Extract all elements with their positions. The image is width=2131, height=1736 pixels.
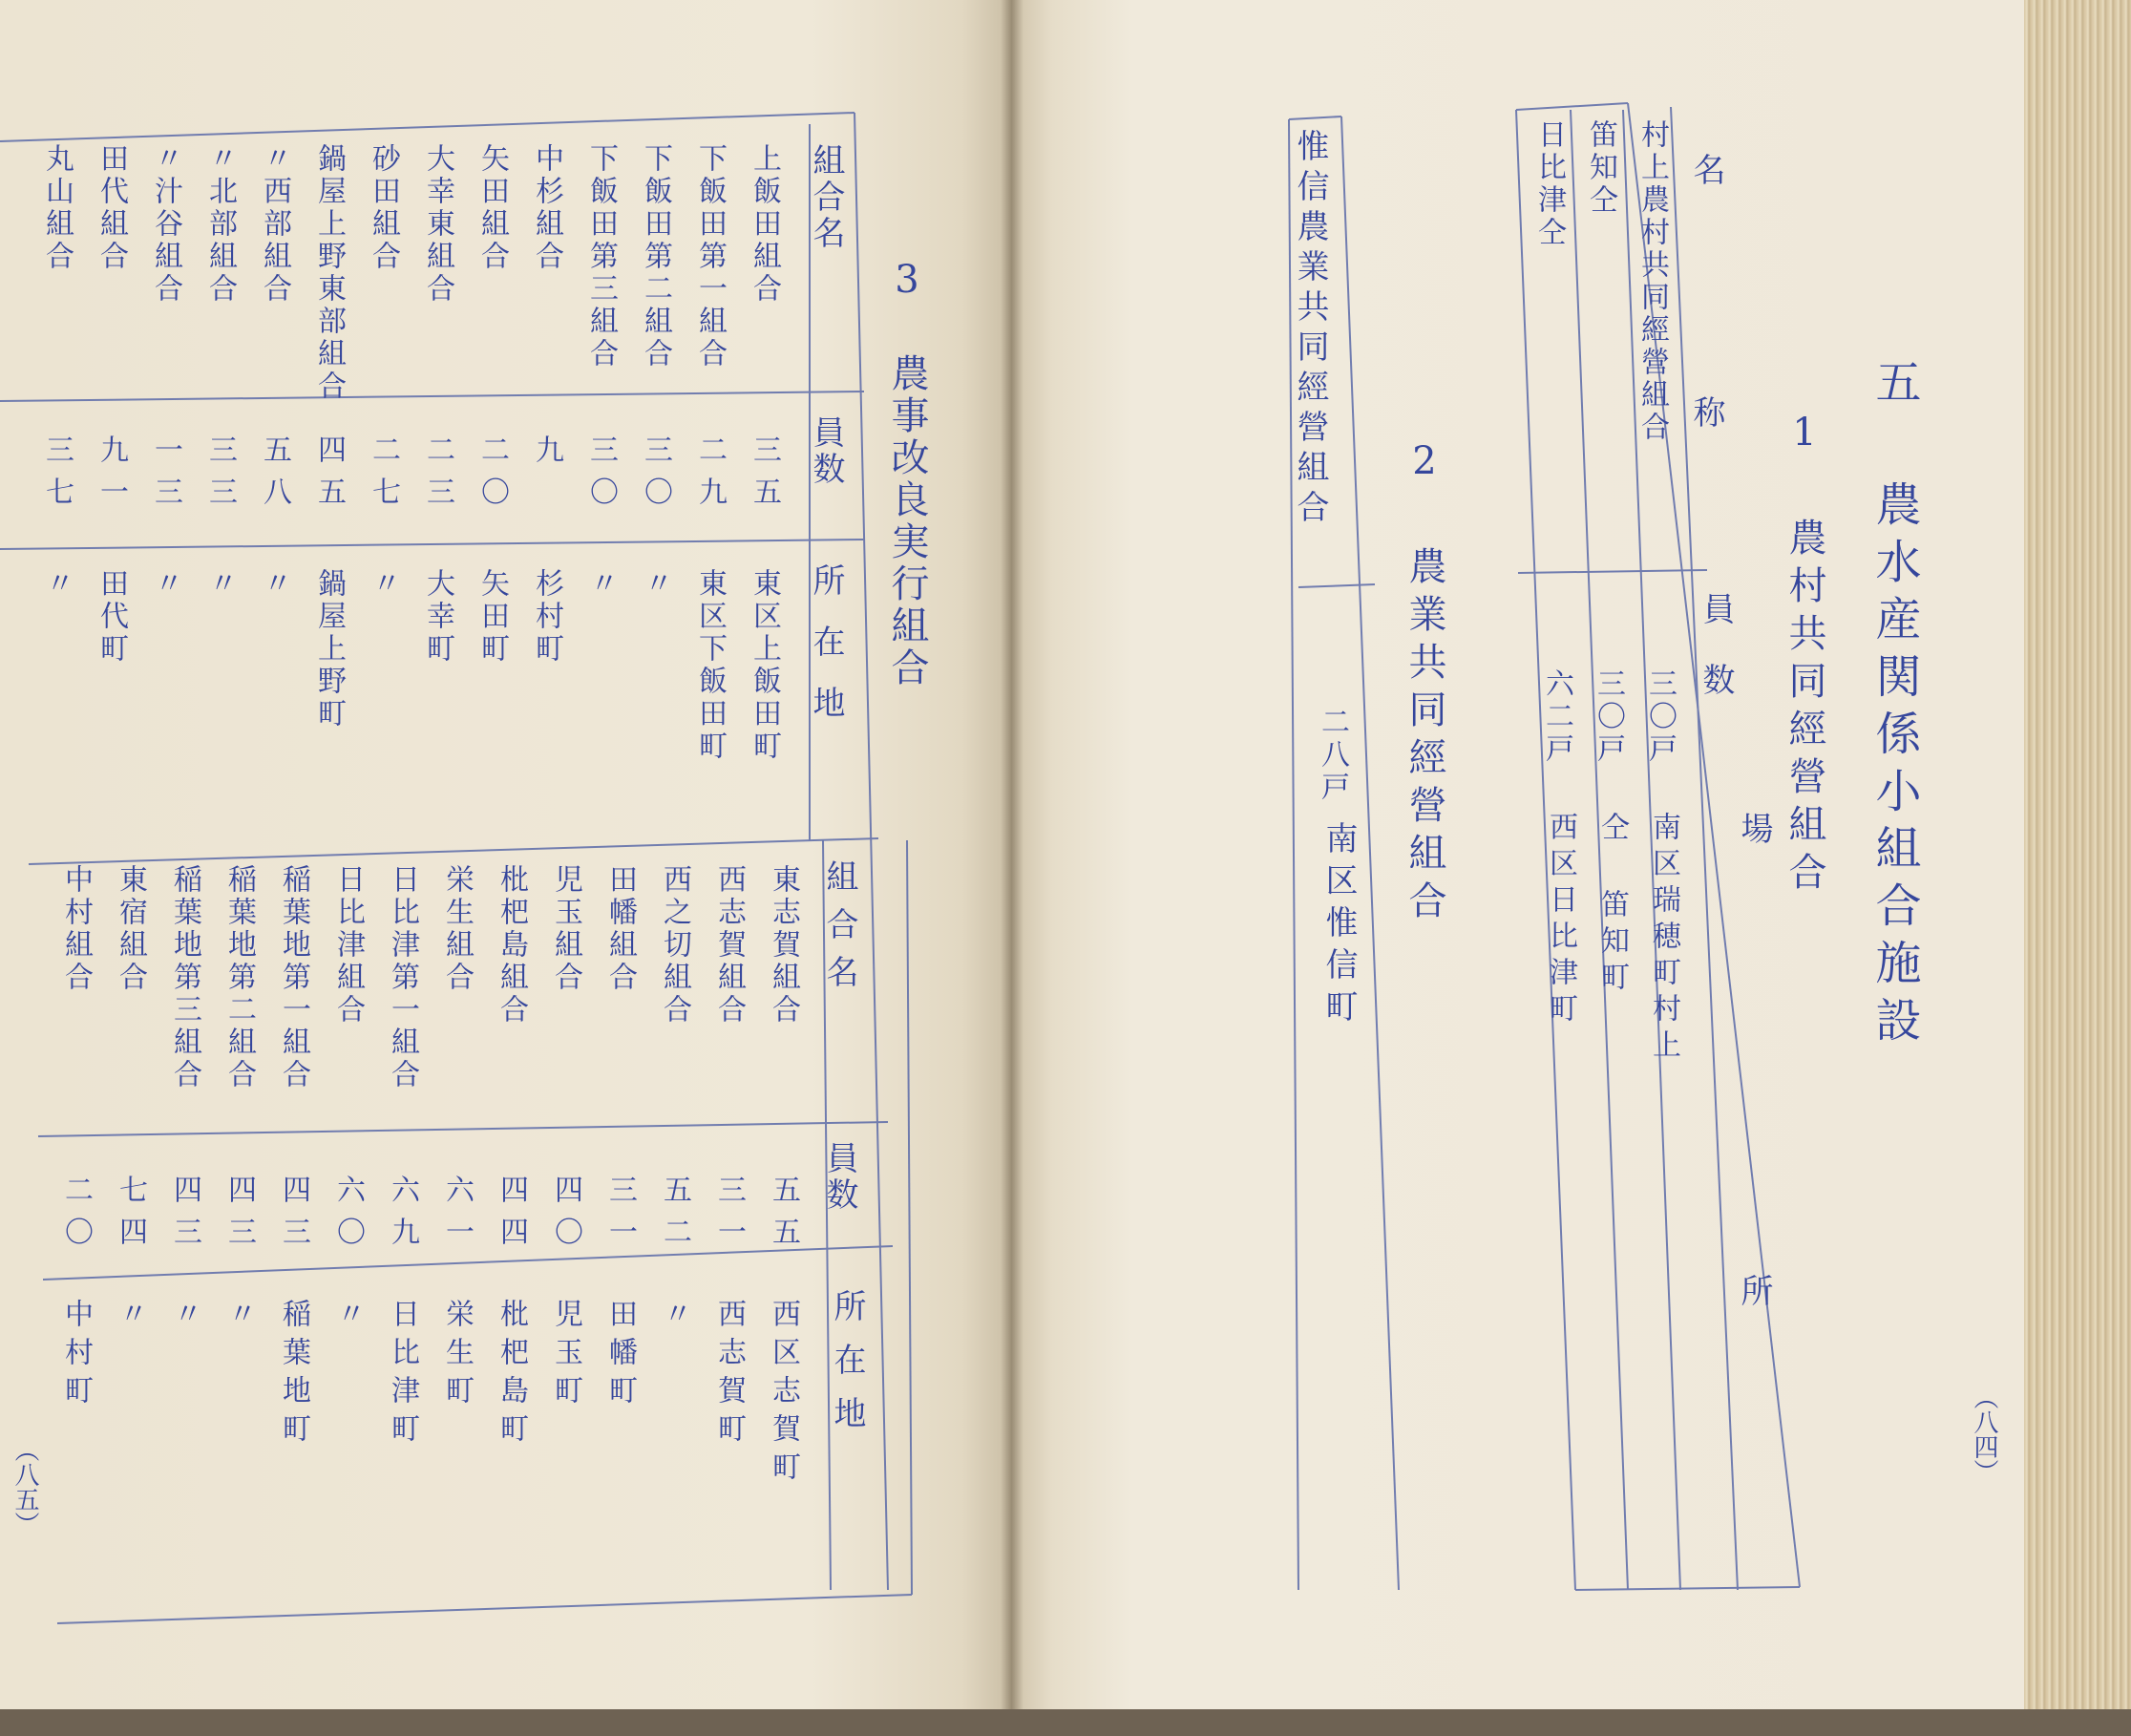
table-cell-place: 中村町 [59, 1299, 93, 1413]
table-cell-name: 砂田組合 [367, 143, 400, 273]
table-cell-count: 三三 [203, 434, 237, 519]
page-number-left: （八五） [11, 1437, 39, 1536]
subsection-2: 2 農業共同經營組合 [1403, 439, 1446, 928]
table-cell-count: 五八 [258, 434, 291, 519]
table-cell-name: 枇杷島組合 [495, 864, 528, 1027]
table-cell-name: 下飯田第三組合 [584, 143, 618, 370]
table-cell-name: 矢田組合 [475, 143, 509, 273]
table-cell-count: 六一 [440, 1175, 474, 1259]
table-cell-name: 丸山組合 [40, 143, 74, 273]
table-cell-name: 下飯田第一組合 [693, 143, 727, 370]
table-cell-place: 〃 [222, 1299, 256, 1337]
page-edges [2024, 0, 2131, 1709]
t1-header-count: 員数 [1697, 592, 1735, 733]
table-cell-name: 田幡組合 [603, 864, 637, 994]
table-cell-count: 三一 [603, 1175, 637, 1259]
table-cell-name: 西之切組合 [658, 864, 691, 1027]
table-cell-count: 二〇 [59, 1175, 93, 1259]
table-cell-place: 〃 [203, 568, 237, 601]
table-cell-place: 矢田町 [475, 568, 509, 666]
table-cell-name: 日比津組合 [331, 864, 365, 1027]
table-cell-name: 稲葉地第三組合 [168, 864, 201, 1091]
table-cell-count: 六九 [386, 1175, 419, 1259]
table-cell-count: 四四 [495, 1175, 528, 1259]
table-cell-place: 南区瑞穂町村上 [1647, 812, 1680, 1066]
table-cell-count: 三七 [40, 434, 74, 519]
table-cell-count: 九 [530, 434, 563, 476]
table-cell-count: 三〇 [584, 434, 618, 519]
right-page [1012, 0, 2024, 1736]
table-cell-place: 〃 [114, 1299, 147, 1337]
table-cell-count: 二七 [367, 434, 400, 519]
table-cell-place: 西志賀町 [712, 1299, 746, 1451]
table-cell-place: 栄生町 [440, 1299, 474, 1413]
table-cell-place: 田代町 [95, 568, 128, 666]
table-cell-name: 稲葉地第二組合 [222, 864, 256, 1091]
table-cell-name: 村上農村共同經營組合 [1635, 119, 1669, 444]
table-cell-name: 下飯田第二組合 [639, 143, 672, 370]
table-cell-name: 惟信農業共同經營組合 [1291, 129, 1329, 530]
table-cell-name: 笛知仝 [1584, 119, 1617, 217]
table-cell-place: 杉村町 [530, 568, 563, 666]
t1-header-place: 場所 [1735, 812, 1773, 1736]
table-cell-count: 四三 [168, 1175, 201, 1259]
table-cell-name: 中村組合 [59, 864, 93, 994]
table-cell-count: 四〇 [549, 1175, 582, 1259]
table-cell-place: 〃 [258, 568, 291, 601]
t1-header-name: 名称 [1687, 153, 1725, 638]
table-cell-name: 中杉組合 [530, 143, 563, 273]
table-cell-count: 二八戸 [1316, 707, 1349, 804]
table-cell-place: 枇杷島町 [495, 1299, 528, 1451]
table-cell-name: 東志賀組合 [767, 864, 800, 1027]
table-cell-name: 〃北部組合 [203, 143, 237, 306]
table-cell-place: 西区日比津町 [1544, 812, 1577, 1029]
upper-header-name: 組合名 [807, 143, 845, 252]
section-title: 3 農事改良実行組合 [885, 258, 929, 689]
table-cell-name: 鍋屋上野東部組合 [312, 143, 346, 403]
left-page [0, 0, 1012, 1709]
table-cell-place: 西区志賀町 [767, 1299, 800, 1490]
table-cell-name: 大幸東組合 [421, 143, 454, 306]
subsection-1: 1 農村共同經營組合 [1783, 411, 1826, 900]
table-cell-count: 六二戸 [1540, 668, 1573, 766]
table-cell-name: 児玉組合 [549, 864, 582, 994]
table-cell-count: 四三 [277, 1175, 310, 1259]
right-section-title: 五 農水産関係小組合施設 [1867, 358, 1921, 1053]
table-cell-count: 九一 [95, 434, 128, 519]
table-cell-count: 五五 [767, 1175, 800, 1259]
table-cell-name: 稲葉地第一組合 [277, 864, 310, 1091]
lower-header-name: 組合名 [820, 859, 858, 1003]
book-gutter [1001, 0, 1023, 1709]
table-cell-name: 〃汁谷組合 [149, 143, 182, 306]
table-cell-count: 六〇 [331, 1175, 365, 1259]
table-cell-count: 五二 [658, 1175, 691, 1259]
table-cell-place: 〃 [168, 1299, 201, 1337]
table-cell-place: 東区上飯田町 [748, 568, 781, 763]
table-cell-name: 日比津仝 [1532, 119, 1566, 249]
table-cell-place: 稲葉地町 [277, 1299, 310, 1451]
table-cell-name: 〃西部組合 [258, 143, 291, 306]
table-cell-count: 二三 [421, 434, 454, 519]
table-cell-place: 東区下飯田町 [693, 568, 727, 763]
table-cell-place: 〃 [149, 568, 182, 601]
table-cell-name: 栄生組合 [440, 864, 474, 994]
table-cell-count: 三〇戸 [1643, 668, 1677, 766]
table-cell-count: 一三 [149, 434, 182, 519]
table-cell-count: 二〇 [475, 434, 509, 519]
table-cell-count: 二九 [693, 434, 727, 519]
table-cell-count: 三〇戸 [1592, 668, 1625, 766]
table-cell-count: 三五 [748, 434, 781, 519]
table-cell-place: 〃 [639, 568, 672, 601]
table-cell-count: 四三 [222, 1175, 256, 1259]
table-cell-place: 〃 [367, 568, 400, 601]
table-cell-count: 四五 [312, 434, 346, 519]
table-cell-name: 上飯田組合 [748, 143, 781, 306]
upper-header-count: 員数 [807, 415, 845, 488]
table-cell-count: 七四 [114, 1175, 147, 1259]
table-cell-place: 児玉町 [549, 1299, 582, 1413]
table-cell-name: 西志賀組合 [712, 864, 746, 1027]
table-cell-place: 〃 [40, 568, 74, 601]
table-cell-name: 日比津第一組合 [386, 864, 419, 1091]
table-cell-count: 三〇 [639, 434, 672, 519]
table-cell-place: 〃 [584, 568, 618, 601]
table-cell-name: 田代組合 [95, 143, 128, 273]
table-cell-count: 三一 [712, 1175, 746, 1259]
page-number-right: （八四） [1970, 1385, 1998, 1484]
lower-header-count: 員数 [820, 1141, 858, 1214]
table-cell-place: 南区惟信町 [1319, 821, 1358, 1031]
table-cell-place: 仝 笛知町 [1595, 812, 1629, 998]
table-cell-place: 〃 [658, 1299, 691, 1337]
table-cell-place: 田幡町 [603, 1299, 637, 1413]
lower-header-place: 所在地 [828, 1289, 866, 1450]
table-cell-place: 大幸町 [421, 568, 454, 666]
table-cell-name: 東宿組合 [114, 864, 147, 994]
table-cell-place: 日比津町 [386, 1299, 419, 1451]
table-cell-place: 〃 [331, 1299, 365, 1337]
table-cell-place: 鍋屋上野町 [312, 568, 346, 730]
upper-header-place: 所在地 [807, 563, 845, 747]
